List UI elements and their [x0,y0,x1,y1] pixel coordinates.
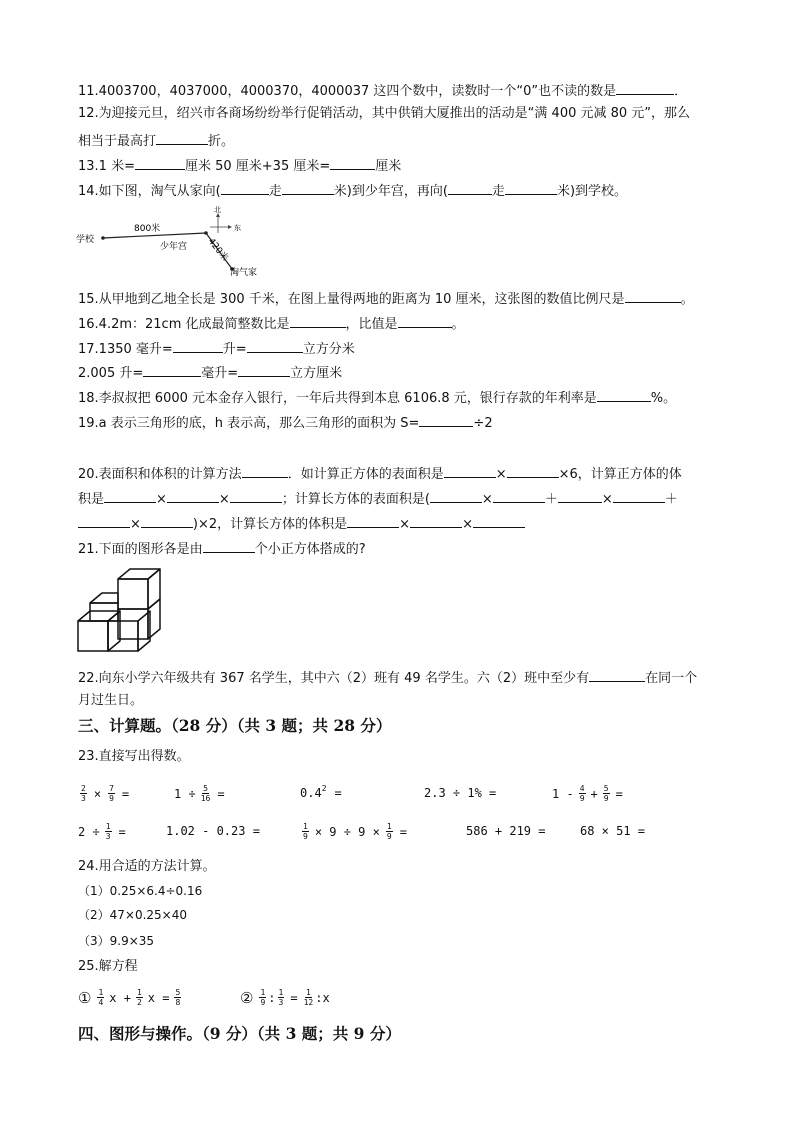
q17b-blank1[interactable] [143,362,201,377]
q24-item: （1）0.25×6.4÷0.16 [78,884,203,898]
q13-blank2[interactable] [330,155,375,170]
q14-line [78,180,627,201]
q20-times: × [495,467,507,482]
q20-blank15[interactable] [473,513,525,528]
q13-text-b: 厘米 50 厘米+35 厘米= [184,159,331,174]
q13-blank1[interactable] [135,155,185,170]
q13-text-c: 厘米 [375,159,402,174]
q12-text: 12.为迎接元旦，绍兴市各商场纷纷举行促销活动，其中供销大厦推出的活动是“满 400 元减 80 元”，那么 [78,106,691,121]
q17b-text-c: 立方厘米 [290,366,343,381]
q22-text-a: 22.向东小学六年级共有 367 名学生，其中六（2）班有 49 名学生。六（2）班中至少有 [78,671,590,686]
q12-text3: 折。 [208,134,235,149]
q15-line [78,288,694,309]
q11-line [78,80,687,101]
calc-item: 68 × 51 = [580,824,646,838]
equation-1: ① $\frac{1}{4}$ x + $\frac{1}{2}$ x = $\frac{5}{8}$ [78,988,181,1007]
q25-title: 25.解方程 [78,959,138,974]
q20-times: × [399,517,411,532]
q20-blank1[interactable] [242,463,288,478]
cube-side [148,569,160,609]
q14-blank3[interactable] [448,180,492,195]
calc-item: 1 ÷ $\frac{5}{16}$ = [174,784,225,803]
q20-times: × [481,492,493,507]
cube [78,621,108,651]
cube-top [90,593,118,603]
q22-text-c: 月过生日。 [78,693,144,708]
q14-text-c: 米)到少年宫，再向( [333,184,448,199]
calc-item: $\frac{2}{3}$ × $\frac{7}{9}$ = [81,784,130,803]
cube-back [90,603,118,621]
section-4-heading: 四、图形与操作。（9 分）（共 3 题；共 9 分） [78,1024,401,1043]
q12-line2 [78,130,234,151]
q20-times: × [130,517,141,532]
calc-item: 1.02 - 0.23 = [166,824,260,838]
q14-blank2[interactable] [282,180,334,195]
q17b-text-a: 2.005 升= [78,366,144,381]
q20-blank3[interactable] [507,463,559,478]
q20-times: × [462,517,473,532]
q17-text-a: 17.1350 毫升= [78,342,173,357]
q17b-line [78,362,342,383]
calc-item: 586 + 219 = [466,824,546,838]
equation-2: ② $\frac{1}{9}$ : $\frac{1}{3}$ = $\frac{1}{12}$ :x [240,988,330,1007]
q22-line2 [78,692,143,710]
q22-text-b: 在同一个 [645,671,698,686]
school-dot [101,236,105,240]
q20-text-a: 20.表面积和体积的计算方法 [78,467,242,482]
q14-text-a: 14.如下图，淘气从家向( [78,184,221,199]
q13-line [78,155,401,176]
q20-text-f: )×2，计算长方体的体积是 [192,517,348,532]
q21-line [78,538,366,559]
q20-blank5[interactable] [167,488,219,503]
q20-blank10[interactable] [613,488,665,503]
calc-item: 1 - $\frac{4}{9}$ + $\frac{5}{9}$ = [552,784,623,803]
q17-blank1[interactable] [173,338,223,353]
q21-cubes-figure [74,566,166,656]
q12-text2: 相当于最高打 [78,134,157,149]
q18-text-b: %。 [650,391,677,406]
q17-text-c: 立方分米 [302,342,355,357]
q20-times: × [156,492,167,507]
q20-times: × [601,492,613,507]
cube [118,609,148,639]
palace-label: 少年宫 [160,242,188,252]
section-3-heading: 三、计算题。（28 分）（共 3 题；共 28 分） [78,716,392,735]
q19-line [78,412,493,433]
q20-line1 [78,463,682,484]
q20-text-b: ．如计算正方体的表面积是 [287,467,444,482]
q16-text-c: 。 [451,317,465,332]
q12-line1 [78,105,690,123]
q17b-blank2[interactable] [238,362,290,377]
q19-text-b: ÷2 [473,416,493,431]
q12-blank[interactable] [156,130,208,145]
q15-end: 。 [680,292,694,307]
q16-text-b: ，比值是 [345,317,398,332]
dist1-label: 800米 [134,224,161,234]
q20-line2 [78,488,678,509]
q20-blank13[interactable] [347,513,399,528]
q11-blank[interactable] [616,80,674,95]
q20-blank4[interactable] [104,488,156,503]
q21-text-a: 21.下面的图形各是由 [78,542,203,557]
q20-text-e: ；计算长方体的表面积是( [281,492,430,507]
cube [118,579,148,609]
q21-blank[interactable] [203,538,255,553]
q17-text-b: 升= [222,342,247,357]
q20-plus: ＋ [664,492,678,507]
q19-text-a: 19.a 表示三角形的底，h 表示高，那么三角形的面积为 S= [78,416,420,431]
q20-text-d: 积是 [78,492,105,507]
q20-blank11[interactable] [78,513,130,528]
q18-blank[interactable] [597,387,651,402]
calc-item: 0.4 2 = [300,783,342,800]
q14-blank4[interactable] [505,180,557,195]
q11-text: 11.4003700，4037000，4000370，4000037 这四个数中，读数时一个“0”也不读的数是 [78,84,617,99]
q24-title: 24.用合适的方法计算。 [78,859,216,874]
q14-map-figure [74,203,274,281]
q22-blank[interactable] [589,667,645,682]
q20-blank8[interactable] [493,488,545,503]
q14-text-d: 走 [491,184,505,199]
q15-text: 15.从甲地到乙地全长是 300 千米，在图上量得两地的距离为 10 厘米，这张图的数值比例尺是 [78,292,625,307]
compass-icon [210,205,241,233]
q14-blank1[interactable] [221,180,269,195]
q16-blank1[interactable] [290,313,346,328]
calc-item: 2.3 ÷ 1% = [424,786,497,800]
q14-text-e: 米)到学校。 [556,184,628,199]
q20-blank7[interactable] [430,488,482,503]
q19-blank[interactable] [419,412,473,427]
q24-item: （3）9.9×35 [78,934,155,948]
q17-blank2[interactable] [247,338,303,353]
q14-text-b: 走 [268,184,282,199]
q20-blank14[interactable] [410,513,462,528]
east-label: 东 [234,224,241,232]
home-label: 淘气家 [230,268,258,278]
q20-blank6[interactable] [230,488,282,503]
dist2-label: 420米 [205,236,230,264]
q16-blank2[interactable] [398,313,452,328]
q16-text-a: 16.4.2m：21cm 化成最简整数比是 [78,317,290,332]
palace-dot [204,231,208,235]
q24-item: （2）47×0.25×40 [78,908,188,922]
q23-title: 23.直接写出得数。 [78,749,190,764]
q17-line [78,338,355,359]
q22-line1 [78,667,697,688]
q20-times: × [218,492,230,507]
q16-line [78,313,465,334]
q20-line3 [78,513,525,534]
q20-plus: ＋ [544,492,558,507]
q21-text-b: 个小正方体搭成的? [254,542,366,557]
q18-line [78,387,676,408]
q20-text-c: ×6，计算正方体的体 [558,467,682,482]
q15-blank[interactable] [625,288,681,303]
q20-blank2[interactable] [444,463,496,478]
q17b-text-b: 毫升= [201,366,239,381]
q20-blank9[interactable] [558,488,602,503]
q18-text-a: 18.李叔叔把 6000 元本金存入银行，一年后共得到本息 6106.8 元，银行存款的年利率是 [78,391,597,406]
q11-end: ． [674,84,688,99]
calc-item: $\frac{1}{9}$ × 9 ÷ 9 × $\frac{1}{9}$ = [303,822,407,841]
q13-text-a: 13.1 米= [78,159,135,174]
q20-blank12[interactable] [141,513,193,528]
school-label: 学校 [76,235,95,245]
north-label: 北 [214,206,221,214]
calc-item: 2 ÷ $\frac{1}{3}$ = [78,822,126,841]
